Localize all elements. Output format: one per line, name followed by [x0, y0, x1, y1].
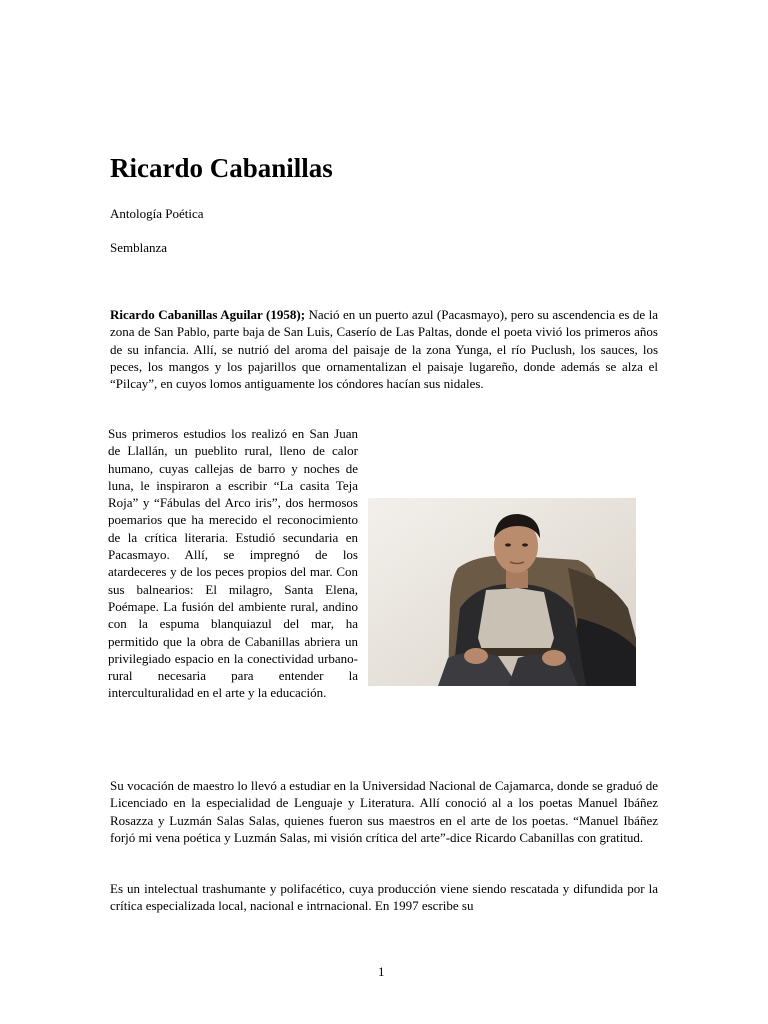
page-number: 1 — [378, 964, 385, 979]
subtitle-semblanza: Semblanza — [110, 240, 168, 255]
intro-paragraph — [110, 306, 658, 392]
intro-lead: Ricardo Cabanillas Aguilar (1958); — [110, 307, 306, 322]
subtitle-anthology: Antología Poética — [110, 206, 204, 221]
page-title: Ricardo Cabanillas — [110, 153, 333, 183]
paragraph-intellectual: Es un intelectual trashumante y polifacético, cuya producción viene siendo rescatada y difundida por la crítica especializada local, nacional e intrnacional. En 1997 escribe su — [110, 881, 658, 914]
column-paragraph: Sus primeros estudios los realizó en San Juan de Llallán, un pueblito rural, lleno de calor humano, cuyas callejas de barro y noches de luna, le inspiraron a escribir “La casita Teja Roja” y “Fábulas del Arco iris”, dos hermosos poemarios que ha merecido el reconocimiento de la crítica literaria. Estudió secundaria en Pacasmayo. Allí, se impregnó de los atardeceres y de los peces propios del mar. Con sus balnearios: El milagro, Santa Elena, Poémape. La fusión del ambiente rural, andino con la espuma blanquiazul del mar, ha permitido que la obra de Cabanillas abriera un privilegiado espacio en la conectividad urbano-rural necesaria para entender la interculturalidad en el arte y la educación. — [108, 426, 358, 701]
paragraph-vocation: Su vocación de maestro lo llevó a estudiar en la Universidad Nacional de Cajamarca, donde se graduó de Licenciado en la especialidad de Lenguaje y Literatura. Allí conoció al a los poetas Manuel Ibáñez Rosazza y Luzmán Salas Salas, quienes fueron sus maestros en el arte de los poetas. “Manuel Ibáñez forjó mi vena poética y Luzmán Salas, mi visión crítica del arte”-dice Ricardo Cabanillas con gratitud. — [110, 778, 658, 845]
author-photo — [368, 498, 636, 686]
author-photo-illustration — [368, 498, 636, 686]
intro-text: Nació en un puerto azul (Pacasmayo), pero su ascendencia es de la zona de San Pablo, parte baja de San Luis, Caserío de Las Paltas, donde el poeta vivió los primeros años de su infancia. Allí, se nutrió del aroma del paisaje de la zona Yunga, el río Puclush, los sauces, los peces, los mangos y los pajarillos que ornamentalizan el paisaje lugareño, donde además se alza el “Pilcay”, en cuyos lomos antiguamente los cóndores hacían sus nidales. — [110, 307, 658, 392]
